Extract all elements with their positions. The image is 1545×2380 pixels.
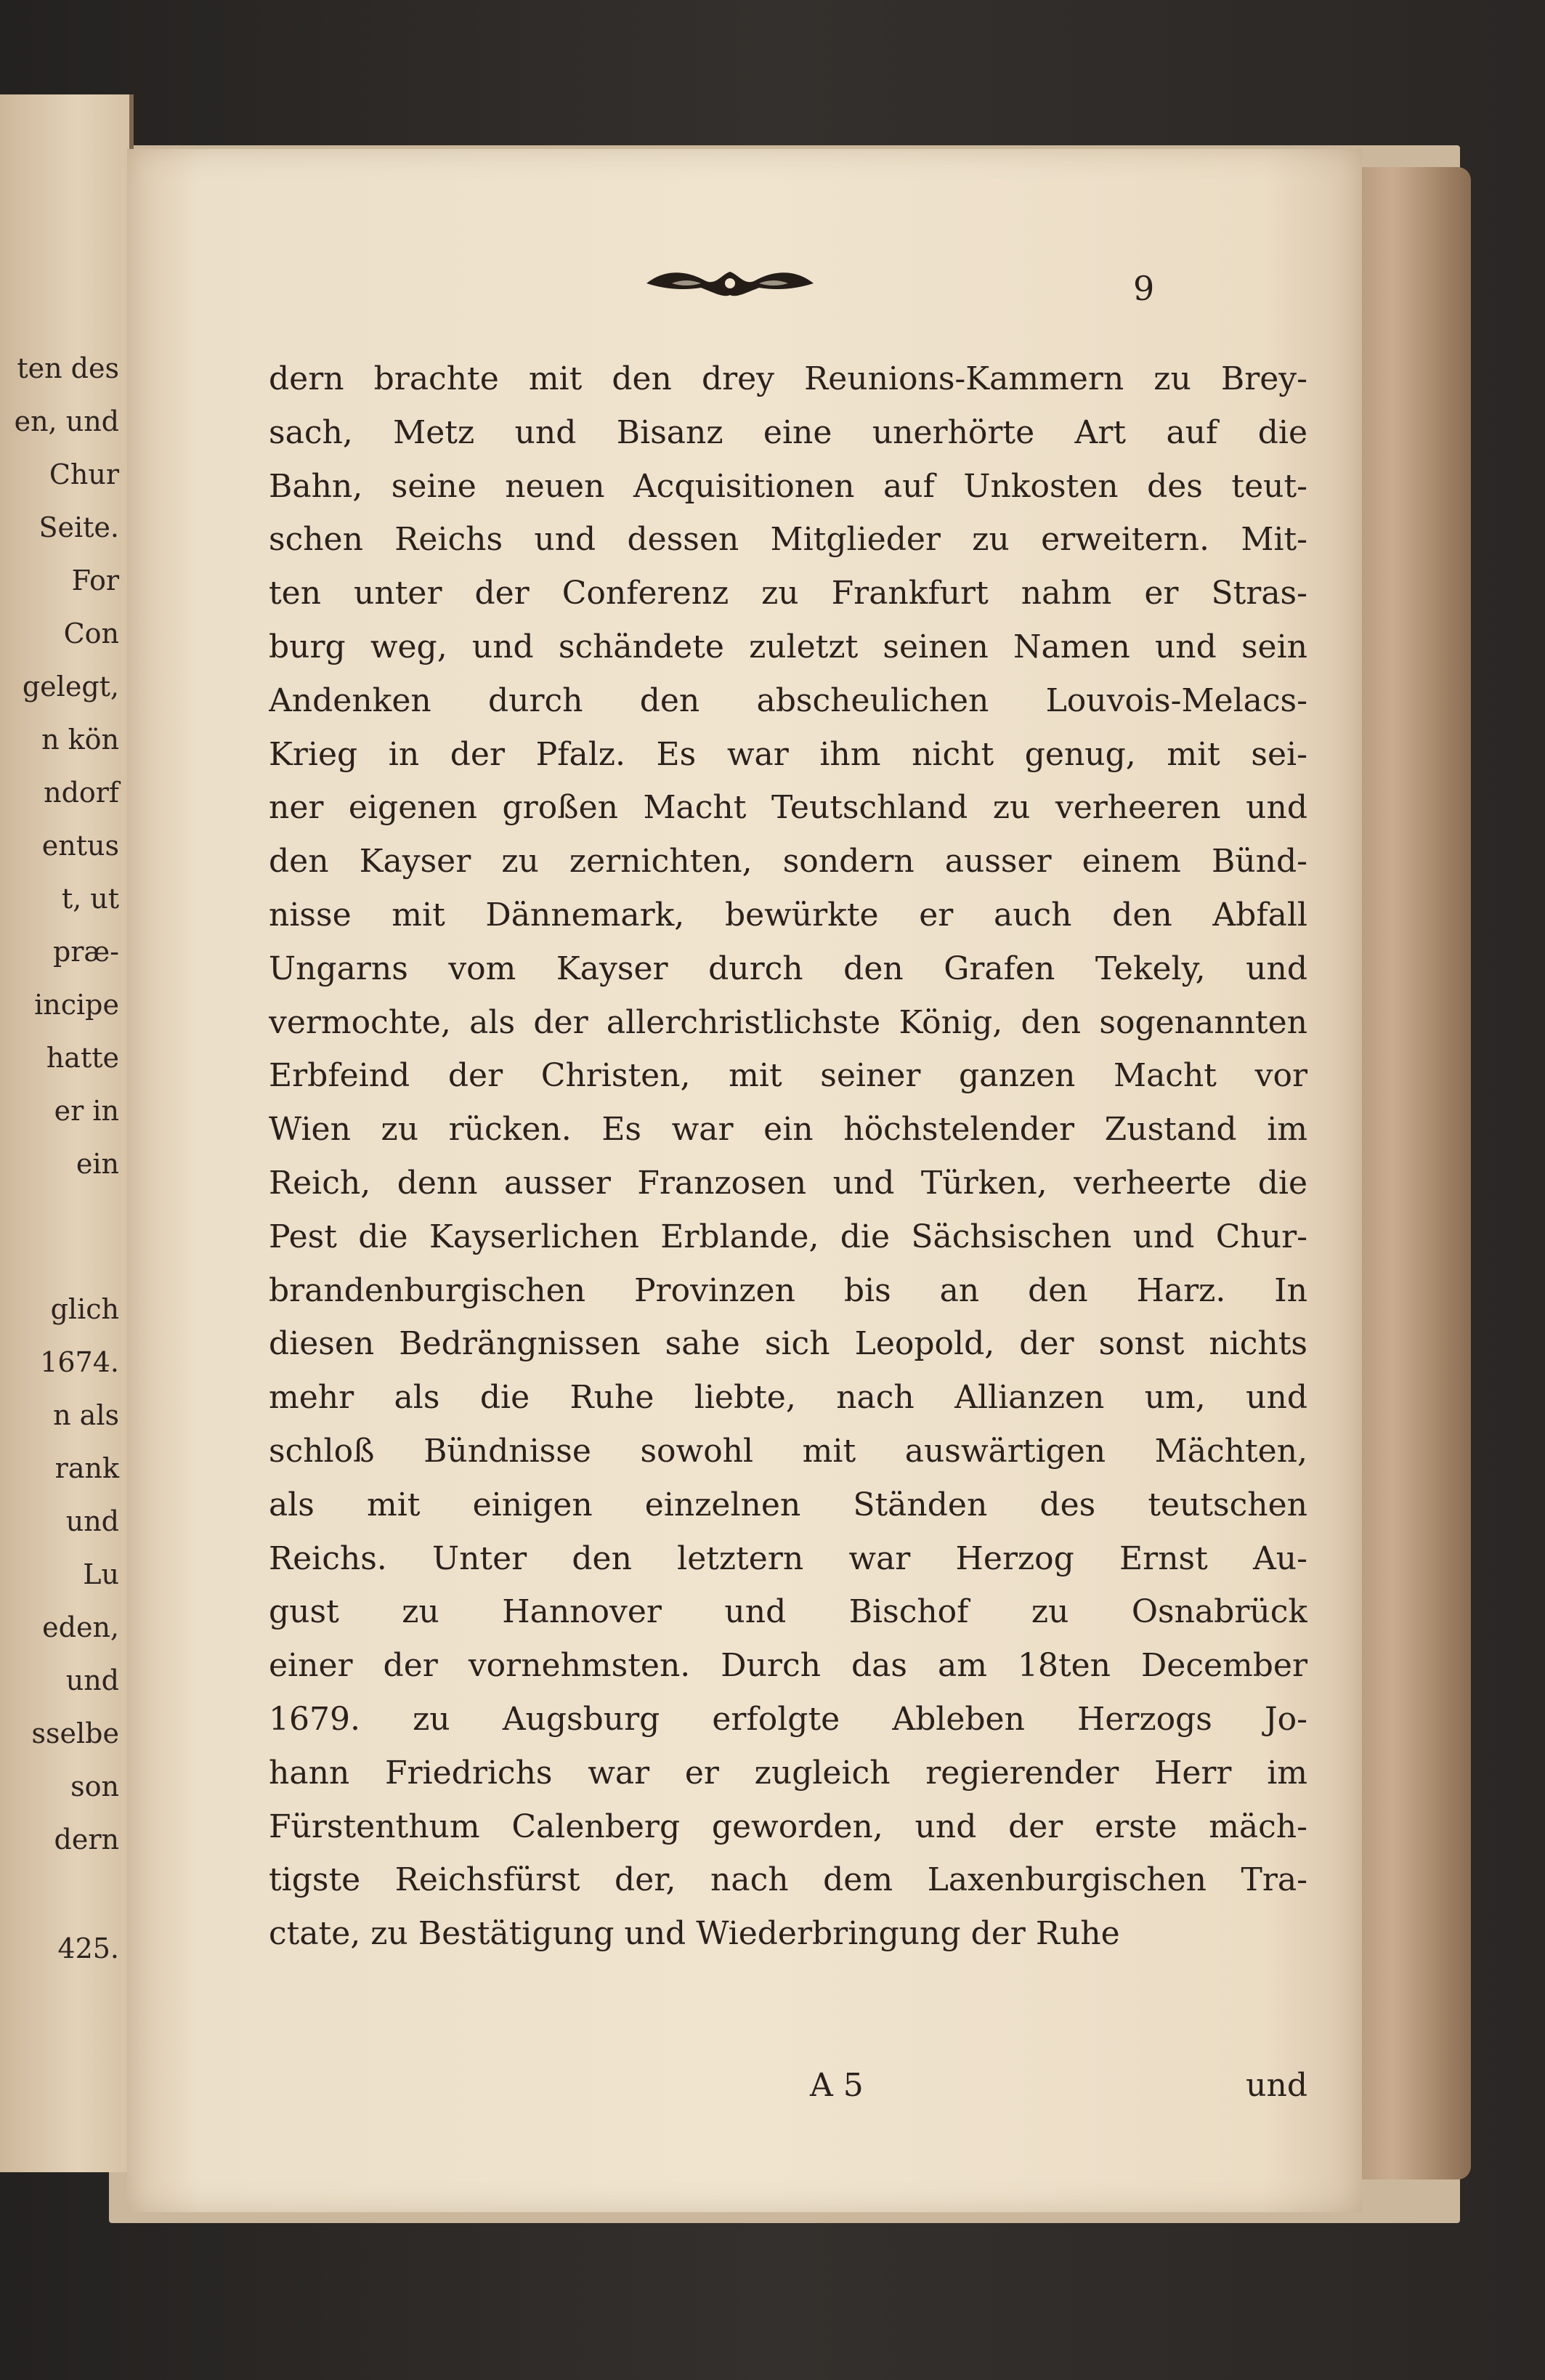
text-line: hann Friedrichs war er zugleich regierender Herr im bbox=[269, 1754, 1307, 1792]
left-fragment: eden, bbox=[42, 1611, 119, 1643]
text-line: als mit einigen einzelnen Ständen des teutschen bbox=[269, 1486, 1307, 1523]
text-line: gust zu Hannover und Bischof zu Osnabrück bbox=[269, 1593, 1307, 1631]
left-fragment: ndorf bbox=[44, 777, 119, 809]
text-line: Fürstenthum Calenberg geworden, und der erste mäch- bbox=[269, 1808, 1307, 1845]
left-fragment: n als bbox=[53, 1399, 119, 1431]
left-fragment: glich bbox=[50, 1293, 119, 1325]
text-line: ctate, zu Bestätigung und Wiederbringung der Ruhe bbox=[269, 1915, 1120, 1953]
text-line: brandenburgischen Provinzen bis an den Harz. In bbox=[269, 1271, 1307, 1309]
text-line: Reich, denn ausser Franzosen und Türken, verheerte die bbox=[269, 1164, 1307, 1202]
text-line: schen Reichs und dessen Mitglieder zu erweitern. Mit- bbox=[269, 521, 1307, 559]
text-line: Krieg in der Pfalz. Es war ihm nicht genug, mit sei- bbox=[269, 735, 1307, 773]
text-line: Andenken durch den abscheulichen Louvois-Melacs- bbox=[269, 681, 1307, 719]
catchword: und bbox=[1246, 2067, 1307, 2104]
text-line: nisse mit Dännemark, bewürkte er auch den Abfall bbox=[269, 896, 1307, 934]
left-fragment: Seite. bbox=[38, 511, 119, 543]
left-fragment: Chur bbox=[49, 458, 119, 490]
text-line: burg weg, und schändete zuletzt seinen Namen und sein bbox=[269, 628, 1307, 665]
left-fragment: t, ut bbox=[61, 883, 119, 915]
text-line: vermochte, als der allerchristlichste König, den sogenannten bbox=[269, 1003, 1307, 1041]
left-fragment: præ- bbox=[52, 936, 119, 968]
left-fragment: For bbox=[71, 564, 119, 596]
text-line: Erbfeind der Christen, mit seiner ganzen Macht vor bbox=[269, 1057, 1307, 1095]
text-line: mehr als die Ruhe liebte, nach Allianzen um, und bbox=[269, 1379, 1307, 1417]
text-line: einer der vornehmsten. Durch das am 18ten December bbox=[269, 1647, 1307, 1685]
text-line: diesen Bedrängnissen sahe sich Leopold, der sonst nichts bbox=[269, 1325, 1307, 1363]
signature-mark: A 5 bbox=[810, 2067, 864, 2104]
book-cover-edge bbox=[1351, 167, 1471, 2179]
text-line: ten unter der Conferenz zu Frankfurt nahm er Stras- bbox=[269, 575, 1307, 612]
text-line: Bahn, seine neuen Acquisitionen auf Unkosten des teut- bbox=[269, 467, 1307, 505]
text-line: tigste Reichsfürst der, nach dem Laxenburgischen Tra- bbox=[269, 1861, 1307, 1899]
text-line: schloß Bündnisse sowohl mit auswärtigen Mächten, bbox=[269, 1432, 1307, 1470]
left-fragment: sselbe bbox=[31, 1717, 119, 1749]
text-line: Reichs. Unter den letztern war Herzog Ernst Au- bbox=[269, 1539, 1307, 1577]
left-fragment: Con bbox=[63, 618, 119, 649]
left-fragment: hatte bbox=[46, 1042, 119, 1074]
left-fragment: ten des bbox=[17, 352, 119, 384]
left-facing-page bbox=[0, 94, 134, 2172]
body-text bbox=[269, 352, 1307, 1961]
text-line: dern brachte mit den drey Reunions-Kammern zu Brey- bbox=[269, 360, 1307, 397]
text-line: Pest die Kayserlichen Erblande, die Sächsischen und Chur- bbox=[269, 1218, 1307, 1255]
text-line: den Kayser zu zernichten, sondern ausser einem Bünd- bbox=[269, 843, 1307, 881]
left-fragment: en, und bbox=[14, 405, 119, 437]
left-fragment: 1674. bbox=[40, 1346, 119, 1378]
left-fragment: und bbox=[65, 1664, 119, 1696]
page-number: 9 bbox=[1133, 269, 1155, 308]
left-fragment: gelegt, bbox=[22, 671, 119, 703]
left-fragment: entus bbox=[41, 830, 119, 862]
left-fragment: dern bbox=[54, 1824, 119, 1855]
left-fragment: und bbox=[65, 1505, 119, 1537]
left-fragment: 425. bbox=[57, 1932, 119, 1964]
right-page bbox=[127, 149, 1362, 2212]
left-fragment: incipe bbox=[34, 989, 119, 1021]
left-fragment: n kön bbox=[41, 724, 119, 756]
ornament-vignette-icon bbox=[643, 262, 817, 305]
left-fragment: son bbox=[70, 1770, 119, 1802]
text-line: Wien zu rücken. Es war ein höchstelender Zustand im bbox=[269, 1111, 1307, 1149]
page-footer bbox=[269, 2067, 1307, 2121]
left-fragment: er in bbox=[54, 1095, 119, 1127]
text-line: Ungarns vom Kayser durch den Grafen Tekely, und bbox=[269, 950, 1307, 987]
text-line: 1679. zu Augsburg erfolgte Ableben Herzogs Jo- bbox=[269, 1700, 1307, 1738]
left-fragment: Lu bbox=[83, 1558, 119, 1590]
left-fragment: rank bbox=[54, 1452, 119, 1484]
left-fragment: ein bbox=[76, 1148, 119, 1180]
text-line: sach, Metz und Bisanz eine unerhörte Art auf die bbox=[269, 413, 1307, 451]
text-line: ner eigenen großen Macht Teutschland zu verheeren und bbox=[269, 789, 1307, 827]
